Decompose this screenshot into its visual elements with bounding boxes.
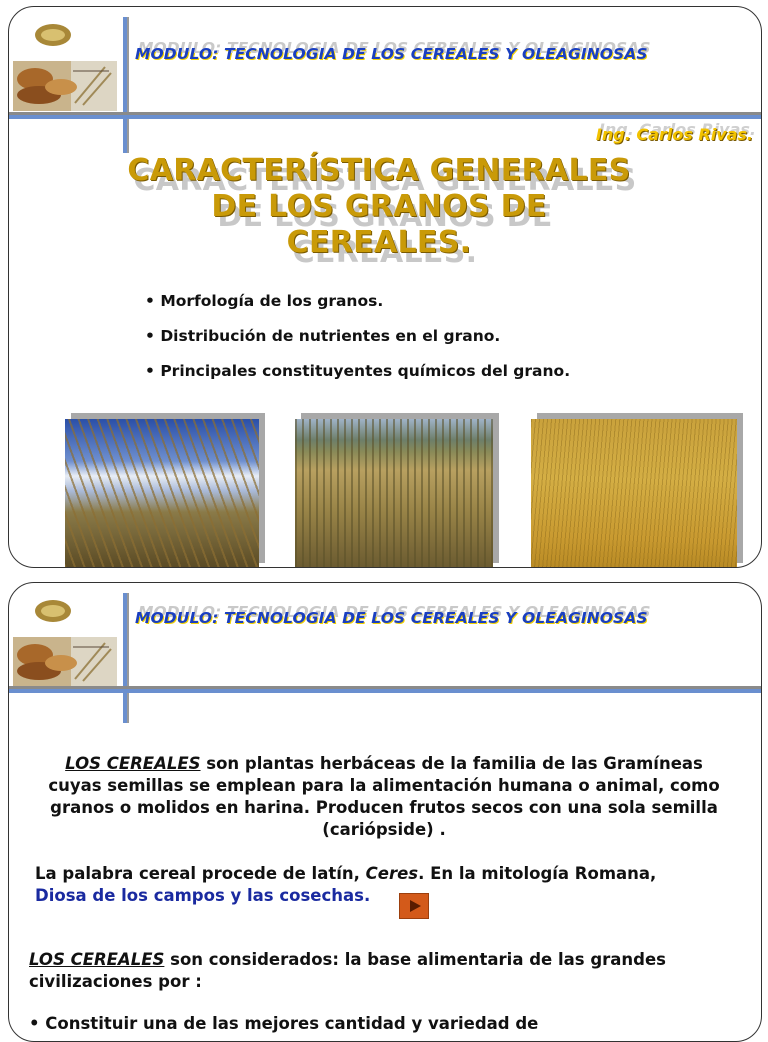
definition-paragraph <box>39 753 729 841</box>
slide-title <box>109 153 649 261</box>
term-cereales: LOS CEREALES <box>65 754 201 773</box>
topic-item: • Morfología de los granos. <box>145 292 570 312</box>
term-cereales: LOS CEREALES <box>29 950 165 969</box>
topic-item: • Distribución de nutrientes en el grano. <box>145 327 570 347</box>
definition-text: son plantas herbáceas de la familia de las Gramíneas cuyas semillas se emplean para la alimentación humana o animal, como granos o molidos en harina. Producen frutos secos con una sola semilla (cariópside) . <box>48 754 720 839</box>
title-line: DE LOS GRANOS DE <box>211 189 547 224</box>
cereal-logo-icon <box>13 597 117 687</box>
module-header: MODULO: TECNOLOGIA DE LOS CEREALES Y OLEAGINOSAS <box>135 609 648 627</box>
topic-item: • Principales constituyentes químicos del grano. <box>145 362 570 382</box>
horizontal-accent-line <box>9 115 761 119</box>
title-line: CARACTERÍSTICA GENERALES <box>127 153 631 188</box>
corn-field-photo <box>295 419 493 568</box>
etymology-text: La palabra cereal procede de latín, <box>35 864 366 883</box>
grain-field-photo <box>531 419 737 568</box>
next-arrow-button[interactable] <box>399 893 429 919</box>
author-name: Ing. Carlos Rivas. <box>595 125 753 144</box>
horizontal-accent-line <box>9 689 761 693</box>
etymology-paragraph <box>35 863 656 907</box>
goddess-link[interactable]: Diosa de los campos y las cosechas. <box>35 886 371 905</box>
title-line: CEREALES. <box>286 225 472 260</box>
importance-paragraph <box>29 949 761 993</box>
cereal-logo-icon <box>13 21 117 111</box>
reason-item: • Constituir una de las mejores cantidad y variedad de <box>29 1014 539 1033</box>
importance-text: son considerados: la base alimentaria de las grandes civilizaciones por : <box>29 950 666 991</box>
module-header: MODULO: TECNOLOGIA DE LOS CEREALES Y OLEAGINOSAS <box>135 45 648 63</box>
etymology-text: . En la mitología Romana, <box>418 864 657 883</box>
wheat-photo <box>65 419 259 568</box>
slide-2 <box>8 582 762 1042</box>
vertical-accent-line <box>123 593 127 723</box>
slide-1 <box>8 6 762 568</box>
vertical-accent-line <box>123 17 127 153</box>
topic-list <box>145 292 570 397</box>
term-ceres: Ceres <box>365 864 419 883</box>
